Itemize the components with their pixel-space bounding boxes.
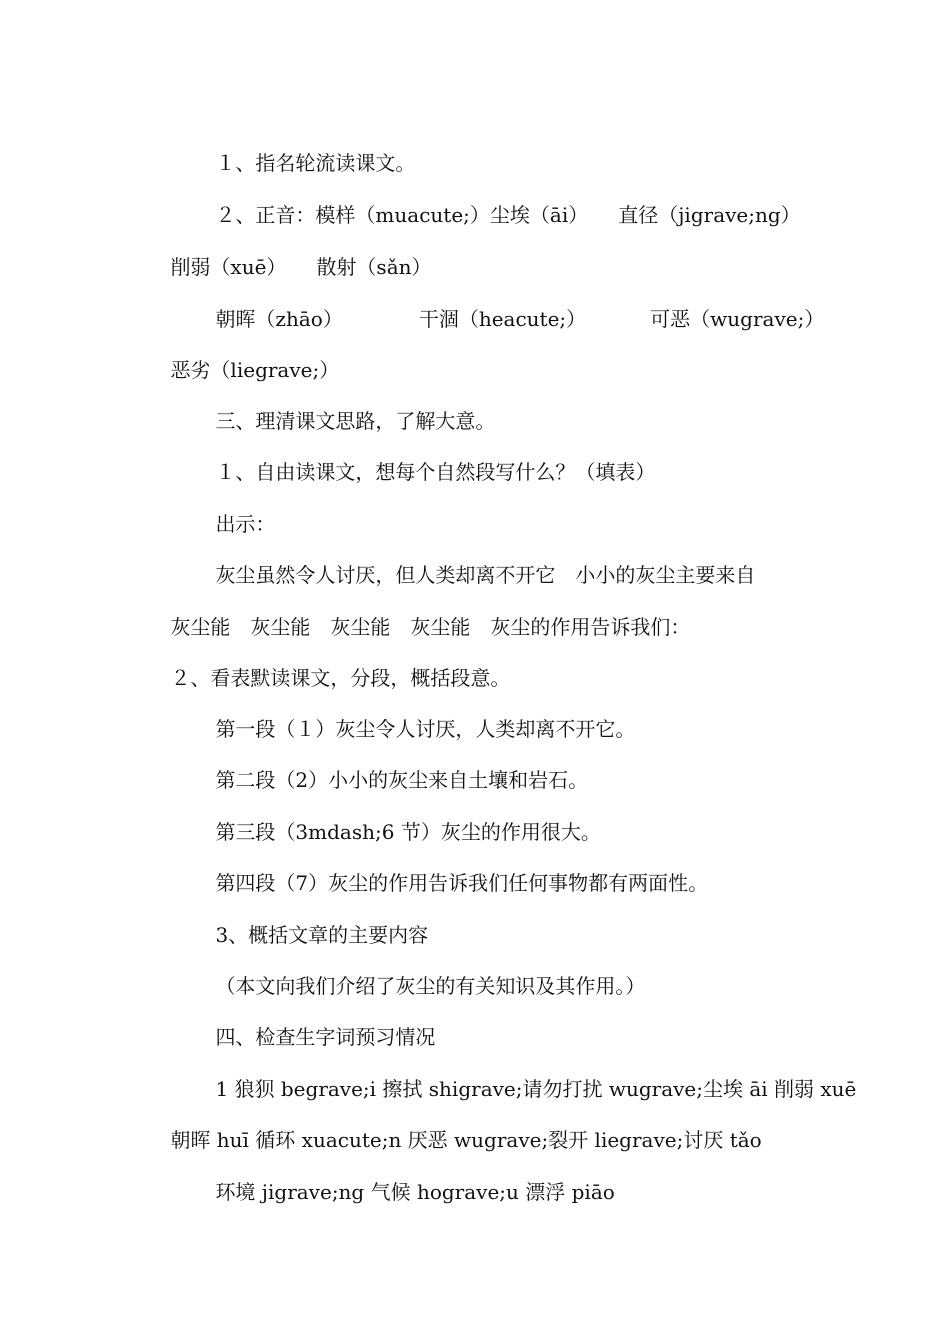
paragraph-7 bbox=[145, 639, 511, 690]
text-line: 灰尘虽然令人讨厌，但人类却离不开它 小小的灰尘主要来自 bbox=[215, 563, 756, 587]
paragraph-11 bbox=[190, 844, 709, 895]
text-line: 恶劣（liegrave;） bbox=[170, 358, 340, 382]
paragraph-2 bbox=[190, 176, 801, 227]
section-heading-4 bbox=[190, 998, 436, 1049]
text-line: 灰尘能 灰尘能 灰尘能 灰尘能 灰尘的作用告诉我们： bbox=[170, 615, 691, 639]
text-line: 环境 jigrave;ng 气候 hograve;u 漂浮 piāo bbox=[215, 1180, 615, 1204]
paragraph-10 bbox=[190, 793, 601, 844]
text-line: 第二段（2）小小的灰尘来自土壤和岩石。 bbox=[215, 768, 589, 792]
text-line: 干涸（heacute;） bbox=[418, 307, 587, 331]
text-line: 1 狼狈 begrave;i 擦拭 shigrave;请勿打扰 wugrave;尘埃 āi 削弱 xuē bbox=[215, 1077, 857, 1101]
text-line: １、指名轮流读课文。 bbox=[215, 151, 416, 175]
paragraph-12 bbox=[190, 896, 429, 947]
text-line: ２、正音：模样（muacute;）尘埃（āi） bbox=[215, 203, 589, 227]
text-line: 第一段（１）灰尘令人讨厌，人类却离不开它。 bbox=[215, 717, 636, 741]
text-line: 四、检查生字词预习情况 bbox=[215, 1025, 436, 1049]
paragraph-8 bbox=[190, 690, 636, 741]
text-line: 散射（sǎn） bbox=[316, 255, 432, 279]
text-line: １、自由读课文，想每个自然段写什么？（填表） bbox=[215, 460, 656, 484]
text-line: 朝晖 huī 循环 xuacute;n 厌恶 wugrave;裂开 liegrave;讨厌 tǎo bbox=[170, 1128, 762, 1152]
paragraph-15 bbox=[190, 1153, 615, 1204]
text-line: 直径（jigrave;ng） bbox=[618, 203, 801, 227]
paragraph-2-cont bbox=[145, 228, 432, 279]
paragraph-14-cont bbox=[145, 1101, 762, 1152]
text-line: 出示： bbox=[215, 512, 276, 536]
text-line: 可恶（wugrave;） bbox=[650, 307, 825, 331]
paragraph-5 bbox=[190, 485, 276, 536]
paragraph-6-cont bbox=[145, 588, 691, 639]
text-line: ２、看表默读课文，分段，概括段意。 bbox=[170, 666, 511, 690]
text-line: 削弱（xuē） bbox=[170, 255, 287, 279]
paragraph-3 bbox=[190, 280, 825, 331]
text-line: （本文向我们介绍了灰尘的有关知识及其作用。） bbox=[215, 974, 646, 998]
paragraph-6 bbox=[190, 536, 756, 587]
paragraph-4 bbox=[190, 433, 656, 484]
text-line: 3、概括文章的主要内容 bbox=[215, 923, 429, 947]
text-line: 第四段（7）灰尘的作用告诉我们任何事物都有两面性。 bbox=[215, 871, 709, 895]
text-line: 第三段（3mdash;6 节）灰尘的作用很大。 bbox=[215, 820, 601, 844]
text-line: 三、理清课文思路，了解大意。 bbox=[215, 409, 496, 433]
section-heading-3 bbox=[190, 382, 496, 433]
paragraph-1 bbox=[190, 124, 416, 175]
paragraph-14 bbox=[190, 1050, 857, 1101]
paragraph-3-cont bbox=[145, 331, 340, 382]
paragraph-13 bbox=[190, 947, 646, 998]
text-line: 朝晖（zhāo） bbox=[215, 307, 343, 331]
paragraph-9 bbox=[190, 741, 589, 792]
